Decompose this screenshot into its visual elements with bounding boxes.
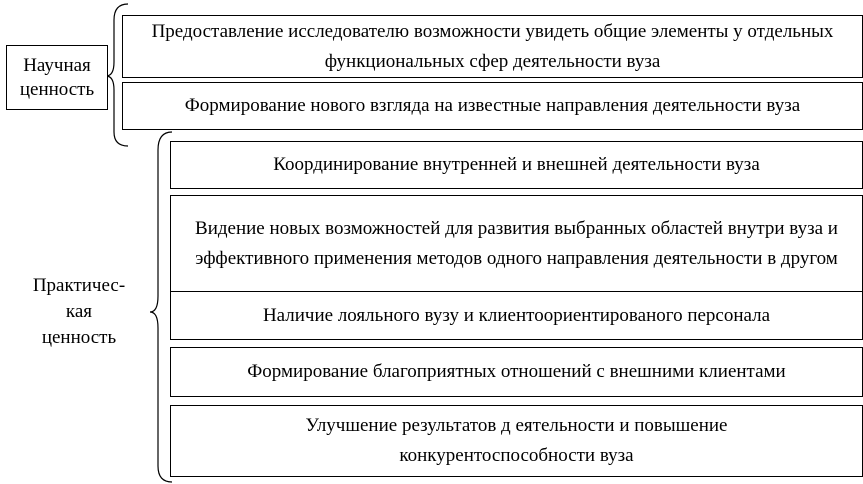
- practical-item-4: Формирование благоприятных отношений с внешними клиентами: [170, 347, 863, 397]
- practical-item-2: Видение новых возможностей для развития выбранных областей внутри вуза и эффективного применения методов одного направления деятельности в другом: [170, 195, 863, 292]
- practical-item-5: Улучшение результатов д еятельности и повышение конкурентоспособности вуза: [170, 405, 863, 477]
- scientific-item-1: Предоставление исследователю возможности увидеть общие элементы у отдельных функциональных сфер деятельности вуза: [122, 15, 863, 78]
- practical-category: [12, 270, 146, 354]
- practical-item-1: Координирование внутренней и внешней деятельности вуза: [170, 141, 863, 189]
- practical-category-label: Практичес- кая ценность: [32, 275, 126, 348]
- practical-brace: [150, 132, 172, 482]
- scientific-item-2: Формирование нового взгляда на известные направления деятельности вуза: [122, 82, 863, 130]
- scientific-category: [6, 45, 108, 110]
- practical-item-3: Наличие лояльного вузу и клиентоориентированого персонала: [170, 291, 863, 340]
- scientific-category-label: Научная ценность: [19, 54, 95, 100]
